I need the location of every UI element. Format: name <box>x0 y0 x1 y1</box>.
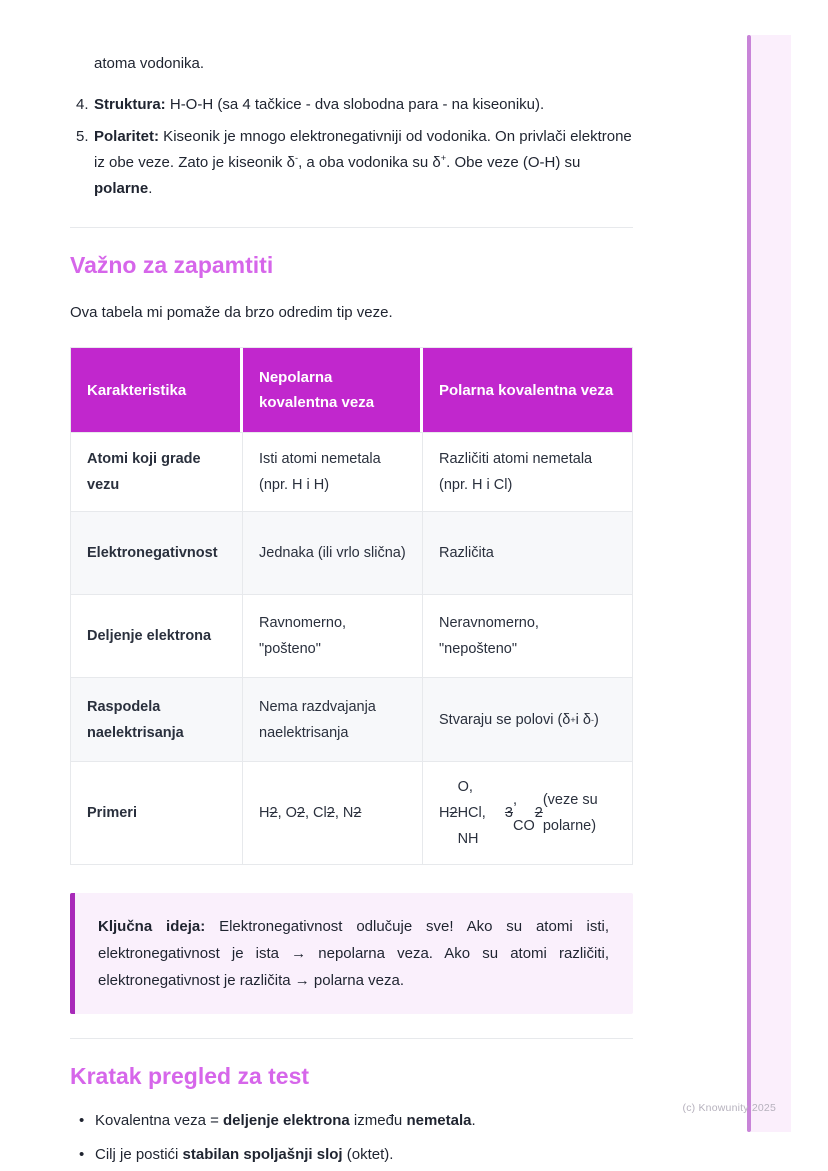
numbered-list <box>70 92 633 202</box>
item-text: Struktura: H-O-H (sa 4 tačkice - dva slobodna para - na kiseoniku). <box>94 96 545 113</box>
polar-cell: Stvaraju se polovi (δ + i δ - ) <box>439 711 599 728</box>
table-header-row <box>71 348 632 432</box>
bullet-list <box>70 1108 633 1168</box>
section-divider <box>70 227 633 228</box>
key-idea-callout <box>70 893 633 1014</box>
copyright-footer: (c) Knowunity 2025 <box>682 1102 776 1114</box>
table-intro-text: Ova tabela mi pomaže da brzo odredim tip veze. <box>70 304 393 321</box>
decorative-stripe-band <box>751 35 791 1132</box>
nonpolar-cell: Isti atomi nemetala (npr. H i H) <box>243 433 423 511</box>
nonpolar-cell: H 2 , O 2 , Cl 2 , N 2 <box>243 762 423 864</box>
polar-cell: Različita <box>439 545 494 561</box>
row-label-cell: Elektronegativnost <box>71 512 243 594</box>
row-label-cell: Raspodela naelektrisanja <box>71 678 243 761</box>
row-label-cell: Atomi koji grade vezu <box>71 433 243 511</box>
bullet-item <box>70 1108 633 1134</box>
header-cell-nepolarna: Nepolarna kovalentna veza <box>243 348 423 432</box>
item-text: Polaritet: Kiseonik je mnogo elektronegativniji od vodonika. On privlači elektrone iz obe veze. Zato je kiseonik δ-, a oba vodonika su δ+. Obe veze (O-H) su polarne. <box>94 128 632 197</box>
callout-text: Ključna ideja: Elektronegativnost odlučuje sve! Ako su atomi isti, elektronegativnost je ista → nepolarna veza. Ako su atomi različiti, elektronegativnost je različita → polarna veza. <box>98 918 609 989</box>
document-content <box>70 0 633 1168</box>
bullet-dot: • <box>79 1112 85 1129</box>
nonpolar-cell: Nema razdvajanja naelektrisanja <box>243 678 423 761</box>
bullet-item <box>70 1142 633 1168</box>
list-item-5 <box>70 124 633 202</box>
table-row <box>71 677 632 761</box>
polar-cell: H 2 O, HCl, NH 3 , CO 2 (veze su polarne) <box>439 779 598 847</box>
bullet-dot: • <box>79 1146 85 1163</box>
section-heading-vazno: Važno za zapamtiti <box>70 252 274 278</box>
table-row <box>71 432 632 511</box>
header-cell-polarna: Polarna kovalentna veza <box>423 348 632 432</box>
item-number: 5. <box>76 128 89 145</box>
section-divider <box>70 1038 633 1039</box>
table-row <box>71 594 632 677</box>
bullet-text: Cilj je postići stabilan spoljašnji sloj (oktet). <box>95 1146 394 1163</box>
table-body <box>71 432 632 864</box>
item-number: 4. <box>76 96 89 113</box>
table-row <box>71 761 632 864</box>
list-item-4 <box>70 92 633 118</box>
continuation-line: atoma vodonika. <box>94 55 205 72</box>
header-cell-karakteristika: Karakteristika <box>71 348 243 432</box>
comparison-table <box>70 347 633 865</box>
table-row <box>71 511 632 594</box>
decorative-stripe-line <box>747 35 751 1132</box>
polar-cell: Različiti atomi nemetala (npr. H i Cl) <box>439 451 593 493</box>
nonpolar-cell: Ravnomerno, "pošteno" <box>243 595 423 677</box>
section-heading-kratak-pregled: Kratak pregled za test <box>70 1063 310 1089</box>
polar-cell: Neravnomerno, "nepošteno" <box>439 615 539 657</box>
bullet-text: Kovalentna veza = deljenje elektrona između nemetala. <box>95 1112 476 1129</box>
row-label-cell: Primeri <box>71 762 243 864</box>
row-label-cell: Deljenje elektrona <box>71 595 243 677</box>
nonpolar-cell: Jednaka (ili vrlo slična) <box>243 512 423 594</box>
